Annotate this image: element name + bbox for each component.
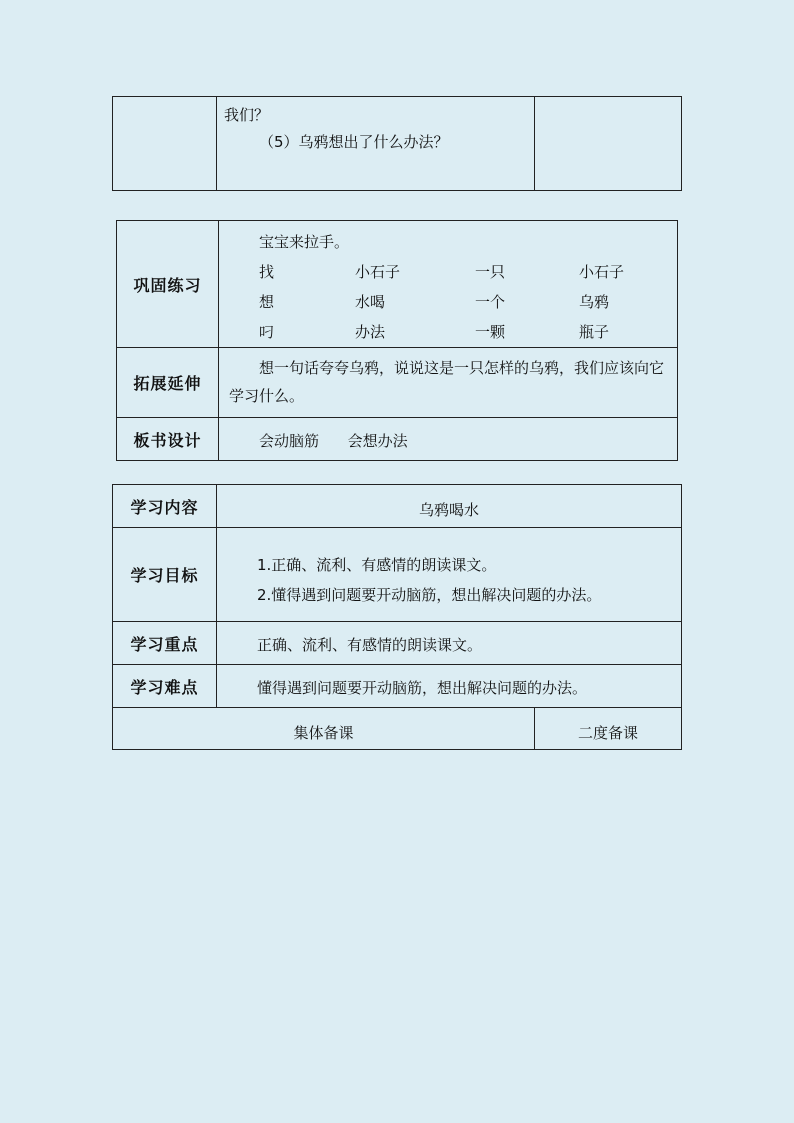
word: 想 (259, 293, 275, 311)
empty-header-cell (113, 97, 217, 191)
word: 叼 (259, 323, 275, 341)
second-prep-label: 二度备课 (535, 708, 682, 750)
goal-item-2: 2.懂得遇到问题要开动脑筋，想出解决问题的办法。 (257, 586, 602, 604)
difficulty-header: 学习难点 (113, 665, 217, 708)
goal-item-1: 1.正确、流利、有感情的朗读课文。 (257, 556, 497, 574)
word: 办法 (355, 323, 386, 341)
word: 找 (259, 263, 275, 281)
word-row-1 (259, 257, 677, 287)
questions-cell (217, 97, 535, 191)
word: 小石子 (355, 263, 401, 281)
empty-notes-cell (535, 97, 682, 191)
collective-prep-label: 集体备课 (113, 708, 535, 750)
continuation-table (112, 96, 682, 191)
content-value: 乌鸦喝水 (217, 485, 682, 528)
extension-text: 想一句话夸夸乌鸦，说说这是一只怎样的乌鸦，我们应该向它学习什么。 (219, 348, 678, 418)
lesson-plan-table (112, 484, 682, 750)
practice-cell (219, 221, 678, 348)
focus-value: 正确、流利、有感情的朗读课文。 (217, 622, 682, 665)
word: 水喝 (355, 293, 386, 311)
word-row-2 (259, 287, 677, 317)
difficulty-value: 懂得遇到问题要开动脑筋，想出解决问题的办法。 (217, 665, 682, 708)
board-header: 板书设计 (117, 418, 219, 461)
question-line-1: 我们？ (224, 106, 270, 124)
word: 一颗 (475, 323, 506, 341)
word-row-3 (259, 317, 677, 347)
content-header: 学习内容 (113, 485, 217, 528)
extension-header: 拓展延伸 (117, 348, 219, 418)
word: 乌鸦 (579, 293, 610, 311)
word: 瓶子 (579, 323, 610, 341)
goals-header: 学习目标 (113, 528, 217, 622)
goals-cell (217, 528, 682, 622)
practice-intro: 宝宝来拉手。 (259, 233, 350, 251)
question-line-2: （5）乌鸦想出了什么办法？ (259, 133, 449, 151)
board-text: 会动脑筋 会想办法 (219, 418, 678, 461)
focus-header: 学习重点 (113, 622, 217, 665)
word: 一只 (475, 263, 506, 281)
word: 一个 (475, 293, 506, 311)
lesson-activities-table (116, 220, 678, 461)
word: 小石子 (579, 263, 625, 281)
practice-header: 巩固练习 (117, 221, 219, 348)
